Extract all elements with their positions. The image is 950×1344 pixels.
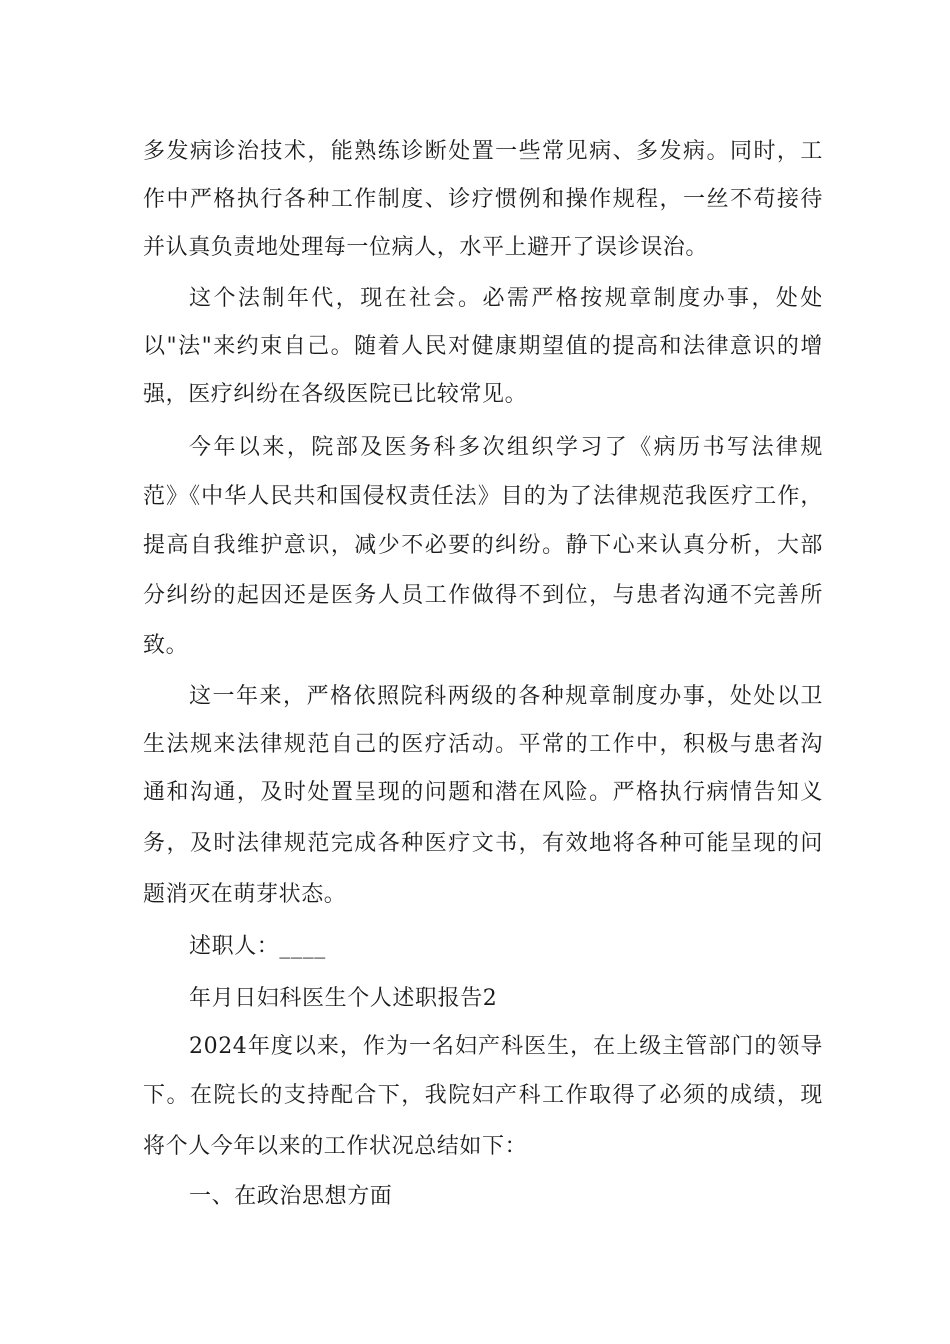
- paragraph-2-line-3: 强，医疗纠纷在各级医院已比较常见。: [143, 382, 528, 407]
- paragraph-5-line-1: 2024年度以来，作为一名妇产科医生，在上级主管部门的领导: [189, 1034, 823, 1059]
- paragraph-1-line-1: 多发病诊治技术，能熟练诊断处置一些常见病、多发病。同时，工: [143, 139, 823, 164]
- paragraph-1-line-3: 并认真负责地处理每一位病人，水平上避开了误诊误治。: [143, 235, 709, 260]
- paragraph-3-line-2: 范》《中华人民共和国侵权责任法》目的为了法律规范我医疗工作，: [143, 484, 823, 509]
- paragraph-4-line-5: 题消灭在萌芽状态。: [143, 882, 347, 907]
- paragraph-3-line-4: 分纠纷的起因还是医务人员工作做得不到位，与患者沟通不完善所: [143, 583, 823, 608]
- paragraph-2-line-2: 以"法"来约束自己。随着人民对健康期望值的提高和法律意识的增: [143, 334, 823, 359]
- paragraph-4-line-1: 这一年来，严格依照院科两级的各种规章制度办事，处处以卫: [189, 684, 823, 709]
- paragraph-4-line-3: 通和沟通，及时处置呈现的问题和潜在风险。严格执行病情告知义: [143, 780, 823, 805]
- paragraph-2-line-1: 这个法制年代，现在社会。必需严格按规章制度办事，处处: [189, 286, 823, 311]
- paragraph-5-line-2: 下。在院长的支持配合下，我院妇产科工作取得了必须的成绩，现: [143, 1083, 823, 1108]
- paragraph-4-line-4: 务，及时法律规范完成各种医疗文书，有效地将各种可能呈现的问: [143, 831, 823, 856]
- section-heading-political-thought: 一、在政治思想方面: [189, 1184, 393, 1209]
- paragraph-4-line-2: 生法规来法律规范自己的医疗活动。平常的工作中，积极与患者沟: [143, 732, 823, 757]
- paragraph-3-line-5: 致。: [143, 633, 189, 658]
- report-title: 年月日妇科医生个人述职报告2: [189, 986, 498, 1011]
- paragraph-3-line-3: 提高自我维护意识，减少不必要的纠纷。静下心来认真分析，大部: [143, 533, 823, 558]
- paragraph-1-line-2: 作中严格执行各种工作制度、诊疗惯例和操作规程，一丝不苟接待: [143, 187, 823, 212]
- paragraph-5-line-3: 将个人今年以来的工作状况总结如下：: [143, 1134, 528, 1159]
- paragraph-3-line-1: 今年以来，院部及医务科多次组织学习了《病历书写法律规: [189, 435, 823, 460]
- reporter-signature-line: 述职人：____: [189, 934, 326, 959]
